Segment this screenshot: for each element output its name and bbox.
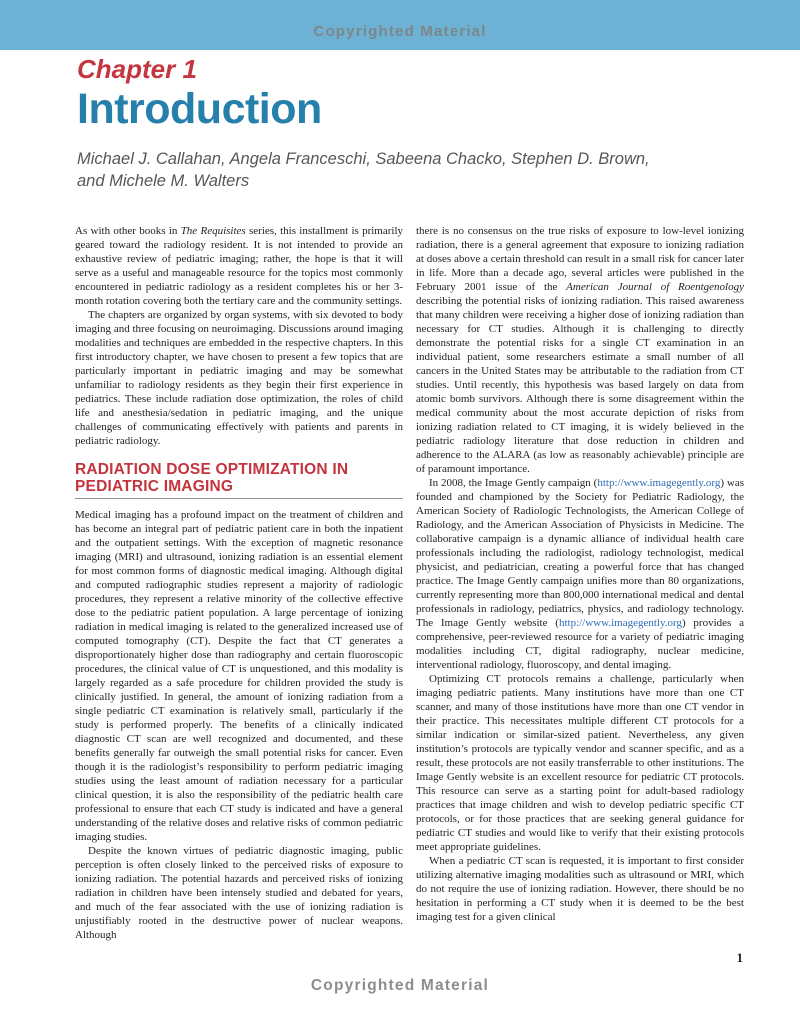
paragraph-intro-2: The chapters are organized by organ systems, with six devoted to body imaging and three focusing on neuroimaging. Discussions around imaging modalities and techniques are embedded in the respective chapters. In this first introductory chapter, we have chosen to present a few topics that are particularly important in pediatric imaging and may be somewhat unfamiliar to radiology residents as they begin their first experience in pediatrics. These include radiation dose optimization, the roles of child life and anesthesia/sedation in pediatric imaging, and the unique challenges of communicating effectively with patients and parents in pediatric radiology. xyxy=(75,309,403,447)
section-heading: RADIATION DOSE OPTIMIZATION IN PEDIATRIC IMAGING xyxy=(75,461,349,496)
top-copyright-banner xyxy=(0,0,800,50)
bottom-copyright xyxy=(0,977,800,995)
paragraph-intro-1 xyxy=(75,224,403,308)
two-column-body xyxy=(75,224,745,942)
text-segment: series, this installment is primarily geared toward the radiology resident. It is not intended to provide an exhaustive review of pediatric imaging; rather, the hope is that it will serve as a useful and manageable resource for the topics most commonly encountered in pediatric radiology as a resident completes his or her 3-month rotation covering both the tertiary care and the community settings. xyxy=(75,225,403,307)
chapter-label: Chapter 1 xyxy=(77,54,197,84)
text-segment: As with other books in xyxy=(75,225,181,237)
paragraph-risks xyxy=(416,224,744,476)
imagegently-link-2[interactable]: http://www.imagegently.org xyxy=(558,617,682,629)
paragraph-radiation-1: Medical imaging has a profound impact on the treatment of children and has become an integral part of pediatric patient care in both the inpatient and the outpatient settings. With the exception of magnetic resonance imaging (MRI) and ultrasound, ionizing radiation is an essential element for most common forms of diagnostic medical imaging. Although digital and computed radiographic studies represent a majority of radiologic procedures, they represent a relative minority of the collective effective dose to the pediatric patient population. A large percentage of ionizing radiation in medical imaging is related to the generalized increased use of computed tomography (CT). Despite the fact that CT generates a disproportionately higher dose than radiography and certain fluoroscopic procedures, the clinical value of CT is unquestioned, and this modality is largely regarded as a safe procedure for children provided the study is clinically justified. In general, the amount of ionizing radiation from a single pediatric CT examination is relatively small, particularly if the study is performed properly. The benefits of a clinically indicated diagnostic CT scan are well recognized and documented, and these benefits generally far outweigh the small potential risks for cancer. Even though it is the radiologist’s responsibility to perform pediatric imaging studies using the least amount of radiation necessary for a particular clinical question, it is also the responsibility of the pediatric health care professional to ensure that each CT study is indicated and have a general understanding of the relative doses and relative risks of common pediatric imaging studies. xyxy=(75,508,403,843)
text-segment: In 2008, the Image Gently campaign ( xyxy=(429,477,598,489)
chapter-header xyxy=(77,54,717,193)
paragraph-ct-protocols: Optimizing CT protocols remains a challenge, particularly when imaging pediatric patients. Many institutions have more than one CT scanner, and many of those institutions have more than one CT vendor in their practice. This necessitates multiple different CT protocols for a similar indication or similar-sized patient. Nevertheless, any given institution’s protocols are typically vendor and scanner specific, and as a result, these protocols are not easily transferrable to other institutions. The Image Gently website is an excellent resource for pediatric CT protocols. This resource can serve as a starting point for adult-based radiology practices that image children and wish to develop pediatric specific CT protocols, or for those practices that are seeking general guidance for pediatric CT studies and would like to verify that their existing protocols meet appropriate guidelines. xyxy=(416,673,744,853)
left-column xyxy=(75,224,403,942)
text-segment: there is no consensus on the true risks of exposure to low-level ionizing radiation, there is a general agreement that exposure to ionizing radiation at doses above a certain threshold can result in a small risk for cancer later in life. More than a decade ago, several articles were published in the February 2001 issue of the xyxy=(416,225,744,293)
book-series-title: The Requisites xyxy=(180,225,246,237)
page-title: Introduction xyxy=(77,85,322,134)
imagegently-link-1[interactable]: http://www.imagegently.org xyxy=(597,477,721,489)
journal-title: American Journal of Roentgenology xyxy=(566,281,744,293)
copyright-text-top: Copyrighted Material xyxy=(313,22,487,40)
page-number: 1 xyxy=(736,950,743,965)
text-segment: ) provides a comprehensive, peer-reviewed resource for a variety of pediatric imaging modalities including CT, digital radiography, nuclear medicine, interventional radiology, fluoroscopy, and dental imaging. xyxy=(416,617,744,671)
authors-line: Michael J. Callahan, Angela Franceschi, Sabeena Chacko, Stephen D. Brown, and Michele M. Walters xyxy=(77,150,650,191)
paragraph-ct-requested: When a pediatric CT scan is requested, it is important to first consider utilizing alternative imaging modalities such as ultrasound or MRI, which do not require the use of ionizing radiation. However, there should be no hesitation in performing a CT study when it is deemed to be the best imaging test for a given clinical xyxy=(416,855,744,923)
right-column xyxy=(416,224,744,942)
text-segment: describing the potential risks of ionizing radiation. This raised awareness that many children were receiving a higher dose of ionizing radiation than necessary for CT studies. Although it is challenging to directly demonstrate the potential risks for a single CT examination in an individual patient, some researchers estimate a small number of all cancers in the United States may be attributable to the radiation from CT studies. Until recently, this hypothesis was based largely on data from atomic bomb survivors. Although there is some disagreement within the medical community about the most accurate depiction of risks from ionizing radiation related to CT imaging, it is widely believed in the pediatric radiology literature that dose reduction in children and adherence to the ALARA (as low as reasonably achievable) principle are of paramount importance. xyxy=(416,295,744,475)
paragraph-radiation-2: Despite the known virtues of pediatric diagnostic imaging, public perception is often closely linked to the perceived risks of exposure to ionizing radiation. The potential hazards and perceived risks of ionizing radiation in children have been intensely studied and debated for years, and much of the fear associated with the use of ionizing radiation is unjustifiably rooted in the destructive power of nuclear weapons. Although xyxy=(75,844,403,941)
heading-rule xyxy=(75,498,403,499)
paragraph-image-gently xyxy=(416,476,744,672)
text-segment: ) was founded and championed by the Society for Pediatric Radiology, the American Society of Radiologic Technologists, the American College of Radiology, and the American Association of Physicists in Medicine. The collaborative campaign is a dynamic alliance of individual health care professionals including the radiologist, radiology technologist, medical physicist, and pediatrician, creating a powerful force that has changed practice. The Image Gently campaign unifies more than 80 organizations, currently representing more than 800,000 international medical and dental professionals in radiology, pediatrics, physics, and radiology technology. The Image Gently website ( xyxy=(416,477,744,629)
copyright-text-bottom: Copyrighted Material xyxy=(310,977,490,994)
